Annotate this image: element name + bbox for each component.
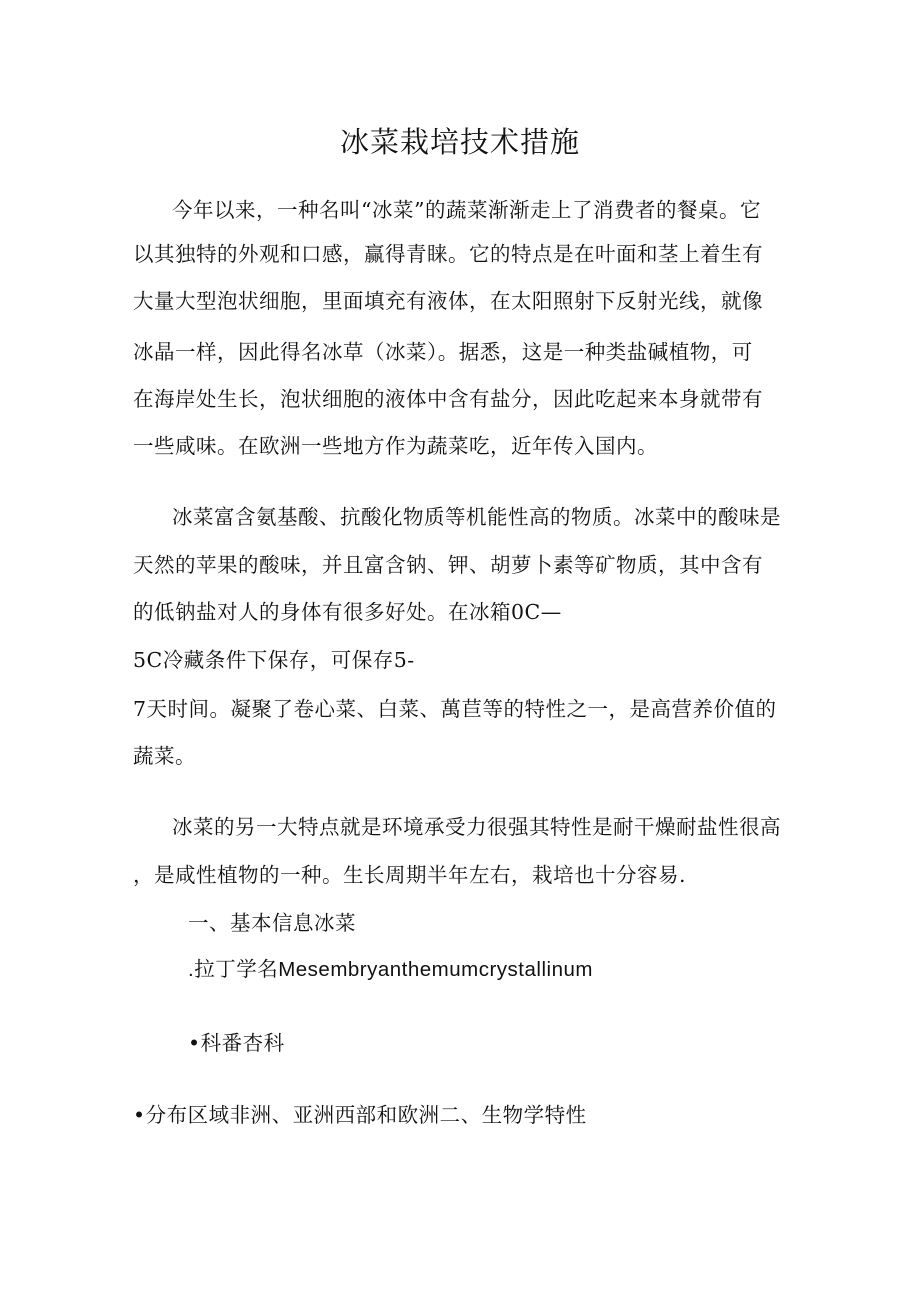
document-title: 冰菜栽培技术措施 (339, 125, 580, 159)
paragraph-2-line-2: 天然的苹果的酸味，并且富含钠、钾、胡萝卜素等矿物质，其中含有 (133, 553, 763, 577)
paragraph-2-line-3: 的低钠盐对人的身体有很多好处。在冰箱0C— (133, 600, 562, 624)
section-heading-basic-info: 一、基本信息冰菜 (188, 911, 356, 935)
paragraph-1-line-3: 大量大型泡状细胞，里面填充有液体，在太阳照射下反射光线，就像 (133, 289, 763, 313)
paragraph-1-line-1: 今年以来，一种名叫“冰菜”的蔬菜渐渐走上了消费者的餐桌。它 (172, 198, 761, 222)
paragraph-1-line-6: 一些咸味。在欧洲一些地方作为蔬菜吃，近年传入国内。 (133, 434, 658, 458)
distribution-line: •分布区域非洲、亚洲西部和欧洲二、生物学特性 (133, 1103, 587, 1127)
latin-name-line: .拉丁学名Mesembryanthemumcrystallinum (188, 958, 593, 981)
paragraph-2-line-1: 冰菜富含氨基酸、抗酸化物质等机能性高的物质。冰菜中的酸味是 (172, 505, 781, 529)
paragraph-2-line-4: 5C冷藏条件下保存，可保存5- (133, 648, 415, 672)
paragraph-1-line-2: 以其独特的外观和口感，赢得青睐。它的特点是在叶面和茎上着生有 (133, 242, 763, 266)
paragraph-3-line-2: ，是咸性植物的一种。生长周期半年左右，栽培也十分容易. (133, 863, 687, 887)
family-line: •科番杏科 (188, 1031, 285, 1055)
paragraph-3-line-1: 冰菜的另一大特点就是环境承受力很强其特性是耐干燥耐盐性很高 (172, 815, 781, 839)
paragraph-1-line-5: 在海岸处生长，泡状细胞的液体中含有盐分，因此吃起来本身就带有 (133, 387, 763, 411)
paragraph-2-line-6: 蔬菜。 (133, 744, 196, 768)
paragraph-1-line-4: 冰晶一样，因此得名冰草（冰菜）。据悉，这是一种类盐碱植物，可 (133, 340, 753, 364)
paragraph-2-line-5: 7天时间。凝聚了卷心菜、白菜、萬苣等的特性之一，是高营养价值的 (133, 697, 777, 721)
